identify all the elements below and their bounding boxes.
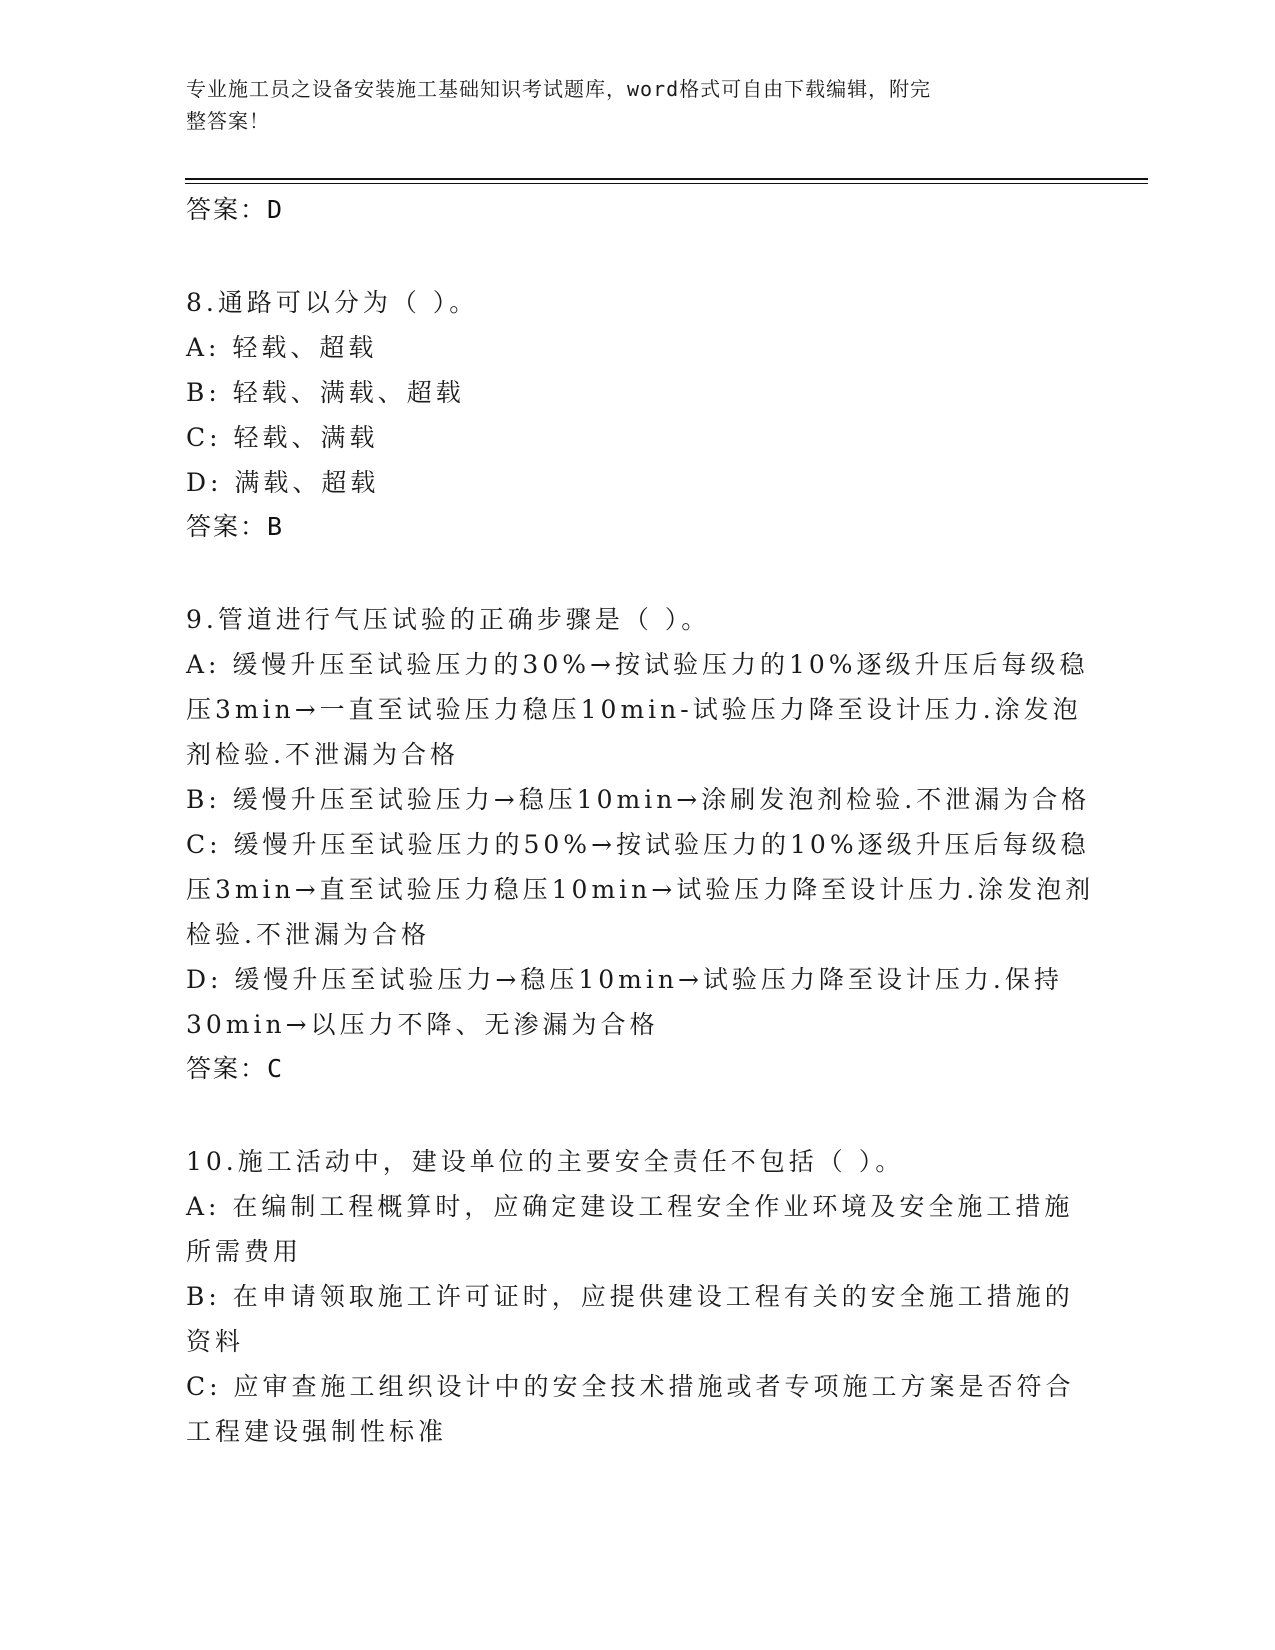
option-b-line-1: B: 在申请领取施工许可证时，应提供建设工程有关的安全施工措施的	[186, 1282, 1074, 1311]
answer-prev: 答案：D	[186, 195, 285, 224]
spacer	[186, 549, 1086, 597]
option-b-line-2: 资料	[186, 1327, 245, 1356]
option-a-line-2: 压3min→一直至试验压力稳压10min-试验压力降至设计压力.涂发泡	[186, 695, 1082, 724]
spacer	[186, 232, 1086, 280]
page-header	[186, 73, 1066, 137]
option-c: C: 轻载、满载	[186, 423, 379, 452]
option-d-line-1: D: 缓慢升压至试验压力→稳压10min→试验压力降至设计压力.保持	[186, 965, 1063, 994]
question-8	[186, 280, 1086, 549]
option-a: A: 轻载、超载	[186, 333, 378, 362]
option-d-line-2: 30min→以压力不降、无渗漏为合格	[186, 1010, 659, 1039]
question-stem: 9.管道进行气压试验的正确步骤是（ ）。	[186, 605, 711, 634]
header-divider-thin	[185, 183, 1148, 184]
answer: 答案：C	[186, 1054, 285, 1083]
header-divider-thick	[185, 178, 1148, 180]
header-line-1: 专业施工员之设备安装施工基础知识考试题库，word格式可自由下载编辑，附完	[186, 77, 932, 101]
header-line-2: 整答案！	[186, 109, 270, 133]
question-list	[186, 188, 1095, 1454]
option-a-line-2: 所需费用	[186, 1237, 303, 1266]
question-stem: 8.通路可以分为（ ）。	[186, 288, 479, 317]
question-stem: 10.施工活动中，建设单位的主要安全责任不包括（ ）。	[186, 1147, 905, 1176]
option-c-line-1: C: 应审查施工组织设计中的安全技术措施或者专项施工方案是否符合	[186, 1372, 1075, 1401]
option-b: B: 轻载、满载、超载	[186, 378, 465, 407]
option-c-line-3: 检验.不泄漏为合格	[186, 920, 430, 949]
option-a-line-1: A: 在编制工程概算时，应确定建设工程安全作业环境及安全施工措施	[186, 1192, 1074, 1221]
option-a-line-3: 剂检验.不泄漏为合格	[186, 740, 459, 769]
question-10	[186, 1139, 1086, 1454]
option-c-line-2: 工程建设强制性标准	[186, 1417, 448, 1446]
option-a-line-1: A: 缓慢升压至试验压力的30%→按试验压力的10%逐级升压后每级稳	[186, 650, 1089, 679]
option-d: D: 满载、超载	[186, 468, 380, 497]
option-c-line-1: C: 缓慢升压至试验压力的50%→按试验压力的10%逐级升压后每级稳	[186, 830, 1090, 859]
question-9	[186, 597, 1095, 1091]
option-c-line-2: 压3min→直至试验压力稳压10min→试验压力降至设计压力.涂发泡剂	[186, 875, 1095, 904]
option-b-line-1: B: 缓慢升压至试验压力→稳压10min→涂刷发泡剂检验.不泄漏为合格	[186, 785, 1091, 814]
answer: 答案：B	[186, 512, 285, 541]
spacer	[186, 1091, 1086, 1139]
